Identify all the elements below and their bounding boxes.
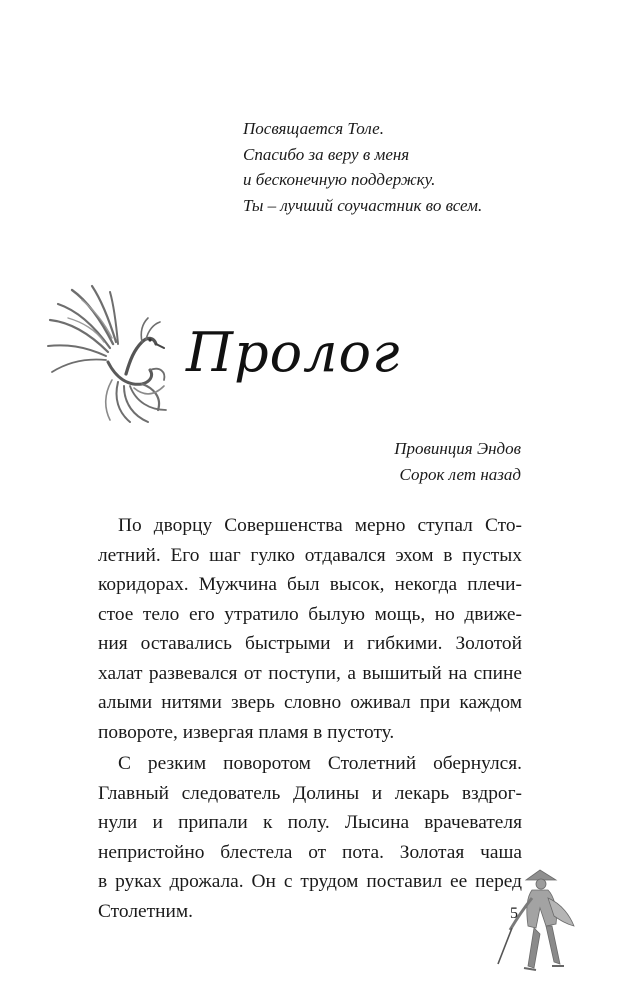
dedication-line: Посвящается Толе. — [243, 119, 384, 138]
text-line: Главный следователь Долины и лекарь вздрог- — [98, 782, 522, 804]
paragraph — [98, 749, 522, 926]
page-number: 5 — [510, 905, 518, 922]
dedication-line: и бесконечную поддержку. — [243, 170, 436, 189]
warrior-icon — [496, 868, 586, 988]
text-line: повороте, извергая пламя в пустоту. — [98, 721, 395, 743]
text-line: С резким поворотом Столетний обернулся. — [118, 753, 522, 774]
dedication-line: Спасибо за веру в меня — [243, 144, 410, 164]
text-line: алыми нитями зверь словно оживал при каждом — [98, 692, 522, 713]
text-line: халат развевался от поступи, а вышитый на спине — [98, 662, 522, 684]
dedication — [243, 116, 482, 218]
text-line: коридорах. Мужчина был высок, некогда плечи- — [98, 574, 522, 595]
location-line: Сорок лет назад — [399, 465, 521, 484]
chapter-title: Пролог — [186, 321, 401, 384]
text-line: непристойно блестела от пота. Золотая чаша — [98, 841, 522, 863]
text-line: стое тело его утратило былую мощь, но движе- — [98, 603, 522, 625]
location-epigraph — [394, 436, 521, 488]
location-line: Провинция Эндов — [394, 439, 521, 458]
text-line: в руках дрожала. Он с трудом поставил ее перед — [98, 871, 522, 892]
text-line: ния оставались быстрыми и гибкими. Золотой — [98, 633, 522, 654]
dedication-line: Ты – лучший соучастник во всем. — [243, 195, 483, 215]
text-line: Столетним. — [98, 900, 193, 922]
paragraph — [98, 511, 522, 747]
text-line: нули и припали к полу. Лысина врачевателя — [98, 812, 522, 833]
text-line: По дворцу Совершенства мерно ступал Сто- — [118, 515, 522, 536]
body-text — [98, 511, 522, 926]
phoenix-icon — [38, 282, 188, 432]
text-line: летний. Его шаг гулко отдавался эхом в пустых — [98, 544, 522, 566]
